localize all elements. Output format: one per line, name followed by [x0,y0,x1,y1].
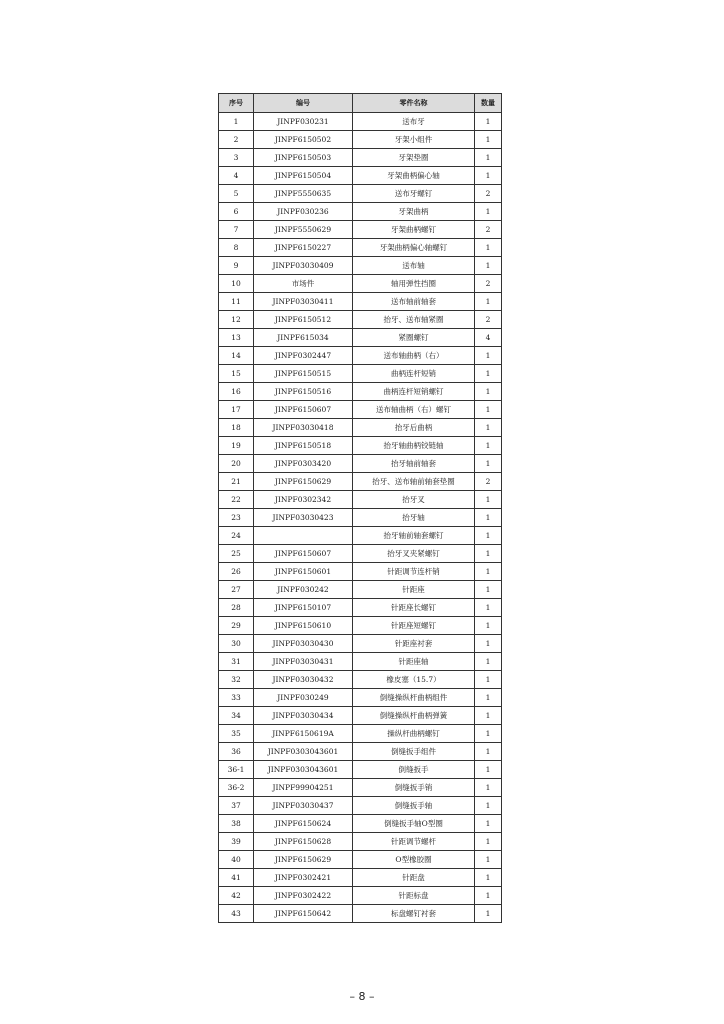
cell-name: 牙架曲柄螺钉 [353,221,475,239]
cell-seq: 43 [219,905,254,923]
cell-seq: 36-1 [219,761,254,779]
cell-qty: 1 [475,113,502,131]
cell-qty: 1 [475,617,502,635]
cell-seq: 22 [219,491,254,509]
cell-qty: 1 [475,689,502,707]
cell-name: 针距座衬套 [353,635,475,653]
cell-code: JINPF03030437 [254,797,353,815]
cell-qty: 1 [475,833,502,851]
cell-code: JINPF6150503 [254,149,353,167]
cell-code [254,527,353,545]
cell-name: 倒缝扳手销 [353,779,475,797]
cell-qty: 1 [475,239,502,257]
table-row [219,419,502,437]
cell-name: 曲柄连杆短销螺钉 [353,383,475,401]
cell-name: 针距标盘 [353,887,475,905]
cell-qty: 2 [475,275,502,293]
cell-qty: 1 [475,761,502,779]
table-row [219,797,502,815]
cell-name: 倒缝扳手轴 [353,797,475,815]
cell-seq: 2 [219,131,254,149]
table-row [219,761,502,779]
cell-code: JINPF6150512 [254,311,353,329]
cell-code: 市场件 [254,275,353,293]
cell-qty: 2 [475,221,502,239]
cell-code: JINPF615034 [254,329,353,347]
cell-seq: 3 [219,149,254,167]
table-body [219,113,502,923]
cell-qty: 1 [475,149,502,167]
cell-seq: 4 [219,167,254,185]
cell-code: JINPF03030409 [254,257,353,275]
cell-code: JINPF6150504 [254,167,353,185]
cell-name: 橡皮塞（15.7） [353,671,475,689]
header-name: 零件名称 [353,94,475,113]
cell-qty: 1 [475,365,502,383]
cell-name: 操纵杆曲柄螺钉 [353,725,475,743]
cell-qty: 1 [475,671,502,689]
cell-qty: 1 [475,635,502,653]
cell-seq: 27 [219,581,254,599]
cell-qty: 1 [475,599,502,617]
cell-name: 牙架曲柄 [353,203,475,221]
table-row [219,815,502,833]
cell-name: 针距座短螺钉 [353,617,475,635]
cell-code: JINPF6150601 [254,563,353,581]
cell-qty: 1 [475,797,502,815]
cell-qty: 1 [475,869,502,887]
cell-name: 倒缝扳手轴O型圈 [353,815,475,833]
cell-code: JINPF03030432 [254,671,353,689]
cell-seq: 16 [219,383,254,401]
cell-name: 针距调节连杆销 [353,563,475,581]
cell-seq: 15 [219,365,254,383]
table-row [219,203,502,221]
table-row [219,689,502,707]
table-row [219,833,502,851]
cell-seq: 8 [219,239,254,257]
table-row [219,257,502,275]
table-row [219,653,502,671]
cell-name: 送布轴前轴套 [353,293,475,311]
cell-name: 倒缝扳手组件 [353,743,475,761]
table-row [219,167,502,185]
table-row [219,275,502,293]
cell-seq: 37 [219,797,254,815]
cell-code: JINPF0303420 [254,455,353,473]
cell-code: JINPF03030430 [254,635,353,653]
table-row [219,617,502,635]
cell-qty: 1 [475,455,502,473]
cell-code: JINPF0303043601 [254,743,353,761]
cell-code: JINPF030249 [254,689,353,707]
cell-qty: 1 [475,257,502,275]
table-row [219,545,502,563]
table-row [219,131,502,149]
cell-code: JINPF03030434 [254,707,353,725]
cell-code: JINPF6150629 [254,851,353,869]
cell-code: JINPF03030418 [254,419,353,437]
header-seq: 序号 [219,94,254,113]
cell-seq: 30 [219,635,254,653]
header-qty: 数量 [475,94,502,113]
table-row [219,887,502,905]
cell-qty: 1 [475,887,502,905]
cell-seq: 29 [219,617,254,635]
cell-seq: 19 [219,437,254,455]
cell-seq: 31 [219,653,254,671]
cell-code: JINPF6150610 [254,617,353,635]
table-row [219,563,502,581]
cell-name: 倒缝操纵杆曲柄组件 [353,689,475,707]
cell-seq: 36-2 [219,779,254,797]
cell-code: JINPF6150642 [254,905,353,923]
parts-table [218,93,502,923]
cell-name: 抬牙后曲柄 [353,419,475,437]
cell-qty: 1 [475,383,502,401]
cell-seq: 34 [219,707,254,725]
cell-code: JINPF030231 [254,113,353,131]
cell-name: 抬牙、送布轴前轴套垫圈 [353,473,475,491]
cell-seq: 39 [219,833,254,851]
cell-code: JINPF03030423 [254,509,353,527]
cell-name: 牙架小组件 [353,131,475,149]
cell-seq: 32 [219,671,254,689]
cell-name: 抬牙轴 [353,509,475,527]
cell-code: JINPF03030411 [254,293,353,311]
cell-name: 送布牙螺钉 [353,185,475,203]
cell-qty: 1 [475,779,502,797]
cell-seq: 36 [219,743,254,761]
cell-qty: 1 [475,725,502,743]
cell-seq: 42 [219,887,254,905]
cell-seq: 18 [219,419,254,437]
table-row [219,365,502,383]
table-row [219,725,502,743]
cell-code: JINPF03030431 [254,653,353,671]
cell-name: O型橡胶圈 [353,851,475,869]
cell-qty: 1 [475,707,502,725]
cell-name: 曲柄连杆短销 [353,365,475,383]
cell-qty: 1 [475,419,502,437]
table-row [219,473,502,491]
cell-seq: 21 [219,473,254,491]
table-row [219,113,502,131]
header-row [219,94,502,113]
cell-qty: 1 [475,563,502,581]
cell-name: 标盘螺钉衬套 [353,905,475,923]
table-row [219,149,502,167]
cell-name: 牙架垫圈 [353,149,475,167]
cell-code: JINPF6150624 [254,815,353,833]
cell-qty: 1 [475,167,502,185]
cell-qty: 1 [475,851,502,869]
cell-seq: 14 [219,347,254,365]
cell-qty: 1 [475,203,502,221]
cell-name: 抬牙轴前轴套 [353,455,475,473]
table-row [219,635,502,653]
cell-seq: 24 [219,527,254,545]
cell-name: 抬牙轴前轴套螺钉 [353,527,475,545]
table-row [219,527,502,545]
cell-code: JINPF6150107 [254,599,353,617]
table-row [219,347,502,365]
cell-seq: 38 [219,815,254,833]
cell-seq: 25 [219,545,254,563]
cell-code: JINPF6150607 [254,545,353,563]
cell-code: JINPF5550629 [254,221,353,239]
table-row [219,383,502,401]
cell-code: JINPF5550635 [254,185,353,203]
cell-name: 针距调节螺杆 [353,833,475,851]
table-row [219,401,502,419]
header-code: 编号 [254,94,353,113]
cell-seq: 23 [219,509,254,527]
table-row [219,905,502,923]
cell-seq: 1 [219,113,254,131]
table-row [219,491,502,509]
cell-seq: 28 [219,599,254,617]
cell-qty: 2 [475,311,502,329]
table-row [219,293,502,311]
cell-code: JINPF6150629 [254,473,353,491]
table-header [219,94,502,113]
cell-code: JINPF0302447 [254,347,353,365]
cell-seq: 35 [219,725,254,743]
cell-seq: 20 [219,455,254,473]
page-number: – 8 – [349,990,375,1003]
cell-seq: 41 [219,869,254,887]
cell-qty: 1 [475,743,502,761]
cell-seq: 11 [219,293,254,311]
table-row [219,599,502,617]
cell-name: 轴用弹性挡圈 [353,275,475,293]
cell-code: JINPF6150516 [254,383,353,401]
cell-code: JINPF6150227 [254,239,353,257]
cell-name: 倒缝扳手 [353,761,475,779]
cell-name: 抬牙叉 [353,491,475,509]
cell-seq: 5 [219,185,254,203]
cell-code: JINPF030236 [254,203,353,221]
cell-code: JINPF6150515 [254,365,353,383]
cell-qty: 4 [475,329,502,347]
cell-seq: 33 [219,689,254,707]
cell-qty: 1 [475,509,502,527]
cell-name: 抬牙叉夹紧螺钉 [353,545,475,563]
cell-seq: 40 [219,851,254,869]
cell-seq: 7 [219,221,254,239]
cell-qty: 1 [475,293,502,311]
table-row [219,221,502,239]
table-row [219,851,502,869]
cell-qty: 1 [475,581,502,599]
cell-qty: 1 [475,905,502,923]
cell-code: JINPF0302342 [254,491,353,509]
cell-code: JINPF99904251 [254,779,353,797]
table-row [219,743,502,761]
cell-seq: 26 [219,563,254,581]
table-row [219,779,502,797]
cell-code: JINPF0303043601 [254,761,353,779]
cell-name: 送布轴曲柄（右）螺钉 [353,401,475,419]
cell-name: 针距座轴 [353,653,475,671]
cell-name: 针距座 [353,581,475,599]
cell-code: JINPF6150518 [254,437,353,455]
cell-seq: 12 [219,311,254,329]
cell-code: JINPF0302422 [254,887,353,905]
table-row [219,455,502,473]
cell-code: JINPF6150619A [254,725,353,743]
cell-qty: 1 [475,401,502,419]
table-row [219,581,502,599]
cell-name: 牙架曲柄偏心轴螺钉 [353,239,475,257]
cell-seq: 13 [219,329,254,347]
cell-qty: 1 [475,653,502,671]
cell-code: JINPF030242 [254,581,353,599]
cell-qty: 1 [475,437,502,455]
cell-qty: 1 [475,815,502,833]
cell-qty: 1 [475,491,502,509]
cell-seq: 17 [219,401,254,419]
cell-name: 送布轴 [353,257,475,275]
cell-qty: 2 [475,473,502,491]
cell-name: 送布牙 [353,113,475,131]
cell-name: 倒缝操纵杆曲柄弹簧 [353,707,475,725]
cell-qty: 2 [475,185,502,203]
table-row [219,329,502,347]
cell-name: 送布轴曲柄（右） [353,347,475,365]
cell-seq: 10 [219,275,254,293]
cell-name: 紧圈螺钉 [353,329,475,347]
cell-qty: 1 [475,347,502,365]
cell-code: JINPF6150628 [254,833,353,851]
table-row [219,239,502,257]
cell-name: 抬牙、送布轴紧圈 [353,311,475,329]
cell-seq: 6 [219,203,254,221]
table-row [219,671,502,689]
table-row [219,707,502,725]
cell-name: 牙架曲柄偏心轴 [353,167,475,185]
cell-name: 抬牙轴曲柄铰链轴 [353,437,475,455]
cell-qty: 1 [475,527,502,545]
table-row [219,869,502,887]
table-row [219,185,502,203]
cell-code: JINPF6150502 [254,131,353,149]
table-row [219,509,502,527]
cell-qty: 1 [475,131,502,149]
cell-qty: 1 [475,545,502,563]
cell-seq: 9 [219,257,254,275]
table-row [219,311,502,329]
table-row [219,437,502,455]
cell-name: 针距座长螺钉 [353,599,475,617]
cell-code: JINPF0302421 [254,869,353,887]
cell-code: JINPF6150607 [254,401,353,419]
cell-name: 针距盘 [353,869,475,887]
